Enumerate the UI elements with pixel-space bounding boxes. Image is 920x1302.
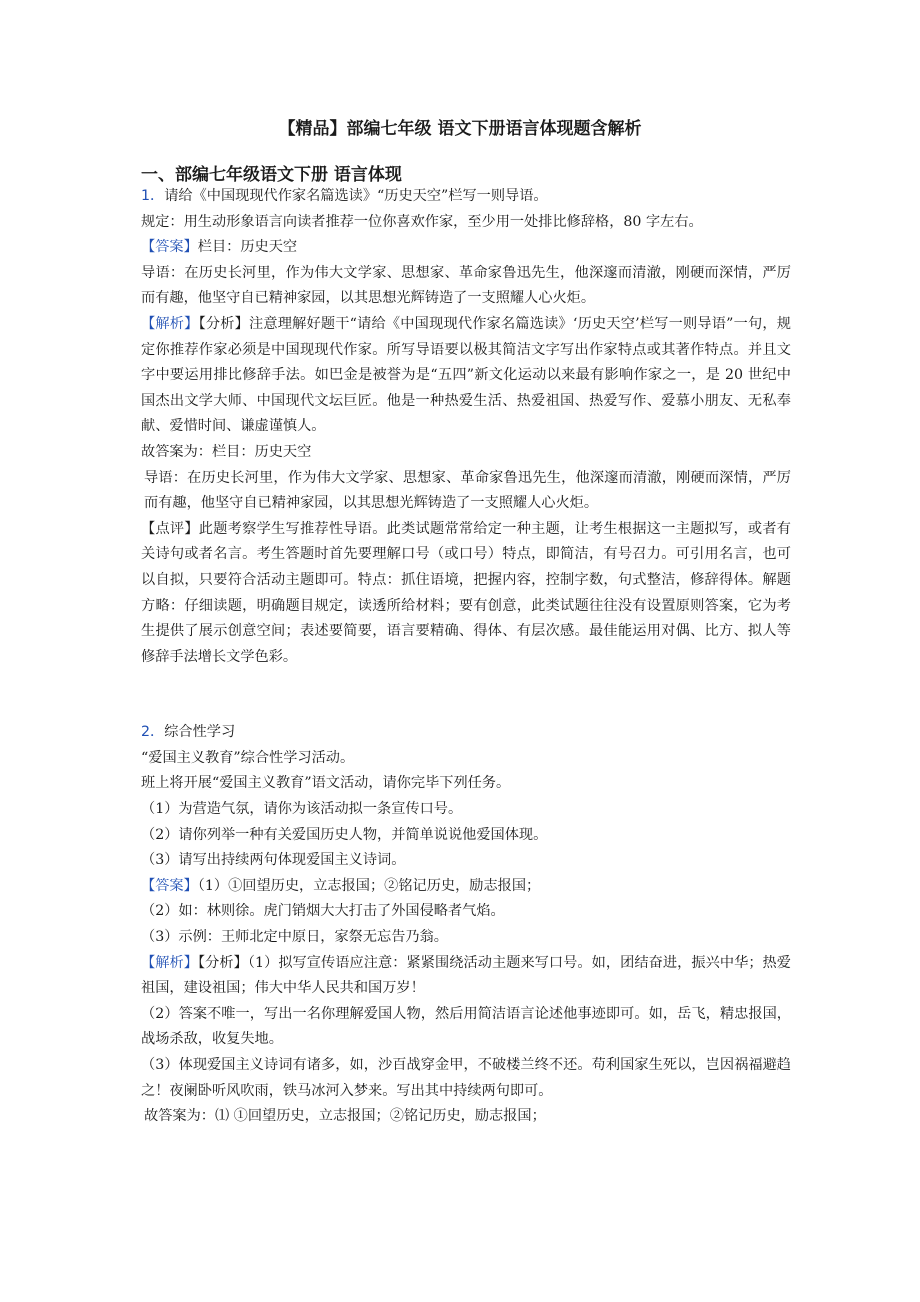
q2-task-1: （1）为营造气氛，请你为该活动拟一条宣传口号。 [141, 801, 463, 818]
q1-final-answer-text: 导语：在历史长河里，作为伟大文学家、思想家、革命家鲁迅先生，他深邃而清澈，刚硬而深情，严厉而有趣，他坚守自已精神家园，以其思想光辉铸造了一支照耀人心火炬。 [144, 469, 791, 512]
q2-answer-3: （3）示例：王师北定中原日，家祭无忘告乃翁。 [141, 929, 448, 946]
section-heading: 一、部编七年级语文下册 语言体现 [141, 165, 402, 185]
document-body [141, 184, 791, 1130]
q2-prompt: 2．综合性学习 [141, 724, 236, 741]
q2-number: 2． [141, 724, 165, 741]
answer-tag: 【答案】 [141, 239, 198, 256]
q2-final-answer: 故答案为：⑴ ①回望历史，立志报国；②铭记历史，励志报国； [144, 1108, 546, 1125]
q1-rule: 规定：用生动形象语言向读者推荐一位你喜欢作家，至少用一处排比修辞格，80 字左右。 [141, 213, 703, 230]
q1-analysis: 【解析】【分析】注意理解好题干“请给《中国现现代作家名篇选读》‘历史天空’栏写一则导语”一句，规定你推荐作家必须是中国现现代作家。所写导语要以极其简洁文字写出作家特点或其著作特点。并且文字中要运用排比修辞手法。如巴金是被誉为是“五四”新文化运动以来最有影响作家之一，是 20 世纪中国杰出文学大师、中国现代文坛巨匠。他是一种热爱生活、热爱祖国、热爱写作、爱慕小朋友、无私奉献、爱惜时间、谦虚谨慎人。 [141, 315, 791, 435]
q2-line-2: 班上将开展“爱国主义教育”语文活动，请你完毕下列任务。 [141, 775, 511, 792]
page-title: 【精品】部编七年级 语文下册语言体现题含解析 [278, 119, 642, 139]
q2-analysis-2: （2）答案不唯一，写出一名你理解爱国人物，然后用简洁语言论述他事迹即可。如，岳飞，精忠报国，战场杀敌，收复失地。 [141, 1005, 791, 1048]
q1-number: 1． [141, 188, 165, 204]
q1-prompt: 1．请给《中国现现代作家名篇选读》“历史天空”栏写一则导语。 [141, 188, 548, 204]
q2-answer: 【答案】（1）①回望历史，立志报国；②铭记历史，励志报国； [141, 877, 541, 894]
q2-line-1: “爱国主义教育”综合性学习活动。 [141, 749, 355, 766]
q2-task-2: （2）请你列举一种有关爱国历史人物，并简单说说他爱国体现。 [141, 826, 548, 843]
q1-final-answer: 故答案为：栏目：历史天空 [141, 443, 312, 460]
analysis-tag: 【解析】 [141, 315, 199, 332]
analysis-tag: 【解析】 [141, 954, 198, 971]
answer-tag: 【答案】 [141, 877, 198, 894]
q2-analysis-3: （3）体现爱国主义诗词有诸多，如，沙百战穿金甲，不破楼兰终不还。苟利国家生死以，岂因祸福避趋之！夜阑卧听风吹雨，铁马冰河入梦来。写出其中持续两句即可。 [141, 1057, 791, 1099]
q2-task-3: （3）请写出持续两句体现爱国主义诗词。 [141, 852, 406, 869]
q2-answer-2: （2）如：林则徐。虎门销烟大大打击了外国侵略者气焰。 [141, 903, 505, 920]
q1-answer: 【答案】栏目：历史天空 [141, 239, 298, 256]
q2-analysis: 【解析】【分析】（1）拟写宣传语应注意：紧紧围绕活动主题来写口号。如，团结奋进，振兴中华；热爱祖国，建设祖国；伟大中华人民共和国万岁！ [141, 954, 791, 997]
q1-comment: 【点评】此题考察学生写推荐性导语。此类试题常常给定一种主题，让考生根据这一主题拟写，或者有关诗句或者名言。考生答题时首先要理解口号（或口号）特点，即简洁，有号召力。可引用名言，也可以自拟，只要符合活动主题即可。特点：抓住语境，把握内容，控制字数，句式整洁，修辞得体。解题方略：仔细读题，明确题目规定，读透所给材料；要有创意，此类试题往往没有设置原则答案，它为考生提供了展示创意空间；表述要简要，语言要精确、得体、有层次感。最佳能运用对偶、比方、拟人等修辞手法增长文学色彩。 [141, 520, 791, 665]
q1-answer-text: 导语：在历史长河里，作为伟大文学家、思想家、革命家鲁迅先生，他深邃而清澈，刚硬而深情，严厉而有趣，他坚守自已精神家园，以其思想光辉铸造了一支照耀人心火炬。 [141, 264, 791, 307]
